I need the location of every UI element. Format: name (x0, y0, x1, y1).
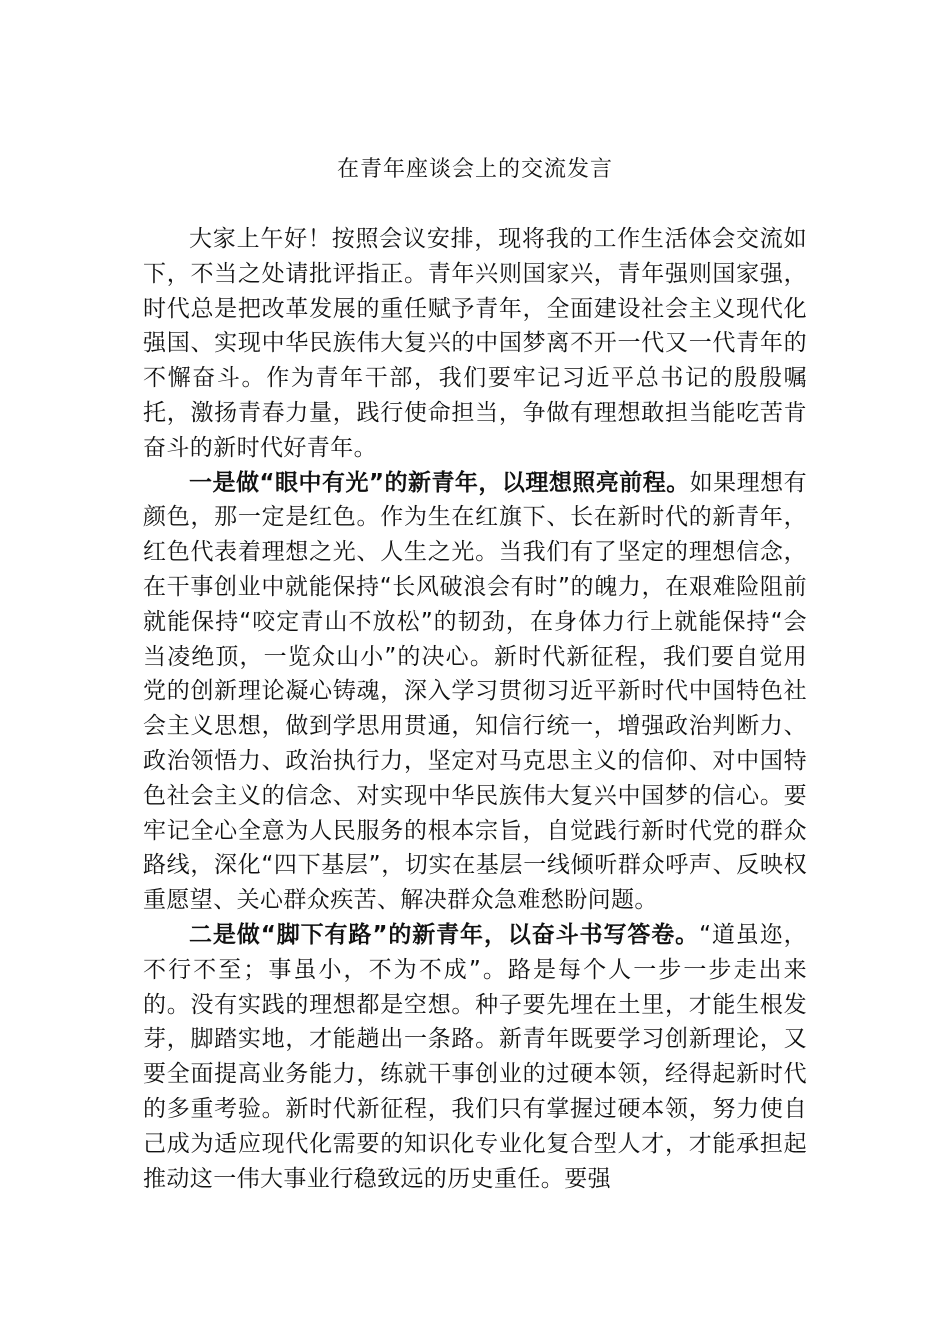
paragraph-text: 如果理想有颜色，那一定是红色。作为生在红旗下、长在新时代的新青年，红色代表着理想之光、人生之光。当我们有了坚定的理想信念，在干事创业中就能保持“长风破浪会有时”的魄力，在艰难险阻前就能保持“咬定青山不放松”的韧劲，在身体力行上就能保持“会当凌绝顶，一览众山小”的决心。新时代新征程，我们要自觉用党的创新理论凝心铸魂，深入学习贯彻习近平新时代中国特色社会主义思想，做到学思用贯通，知信行统一，增强政治判断力、政治领悟力、政治执行力，坚定对马克思主义的信仰、对中国特色社会主义的信念、对实现中华民族伟大复兴中国梦的信心。要牢记全心全意为人民服务的根本宗旨，自觉践行新时代党的群众路线，深化“四下基层”，切实在基层一线倾听群众呼声、反映权重愿望、关心群众疾苦、解决群众急难愁盼问题。 (143, 469, 807, 914)
document-body (143, 222, 807, 1196)
paragraph-lead: 一是做“眼中有光”的新青年，以理想照亮前程。 (189, 469, 690, 496)
paragraph-intro (143, 222, 807, 466)
paragraph-point-one (143, 466, 807, 918)
document-title: 在青年座谈会上的交流发言 (336, 157, 613, 182)
paragraph-text: “道虽迩，不行不至；事虽小，不为不成”。路是每个人一步一步走出来的。没有实践的理想都是空想。种子要先埋在土里，才能生根发芽，脚踏实地，才能趟出一条路。新青年既要学习创新理论，又要全面提高业务能力，练就干事创业的过硬本领，经得起新时代的多重考验。新时代新征程，我们只有掌握过硬本领，努力使自己成为适应现代化需要的知识化专业化复合型人才，才能承担起推动这一伟大事业行稳致远的历史重任。要强 (143, 921, 807, 1192)
paragraph-text: 大家上午好！按照会议安排，现将我的工作生活体会交流如下，不当之处请批评指正。青年兴则国家兴，青年强则国家强，时代总是把改革发展的重任赋予青年，全面建设社会主义现代化强国、实现中华民族伟大复兴的中国梦离不开一代又一代青年的不懈奋斗。作为青年干部，我们要牢记习近平总书记的殷殷嘱托，激扬青春力量，践行使命担当，争做有理想敢担当能吃苦肯奋斗的新时代好青年。 (143, 226, 807, 461)
paragraph-point-two (143, 918, 807, 1196)
paragraph-lead: 二是做“脚下有路”的新青年，以奋斗书写答卷。 (189, 921, 700, 948)
